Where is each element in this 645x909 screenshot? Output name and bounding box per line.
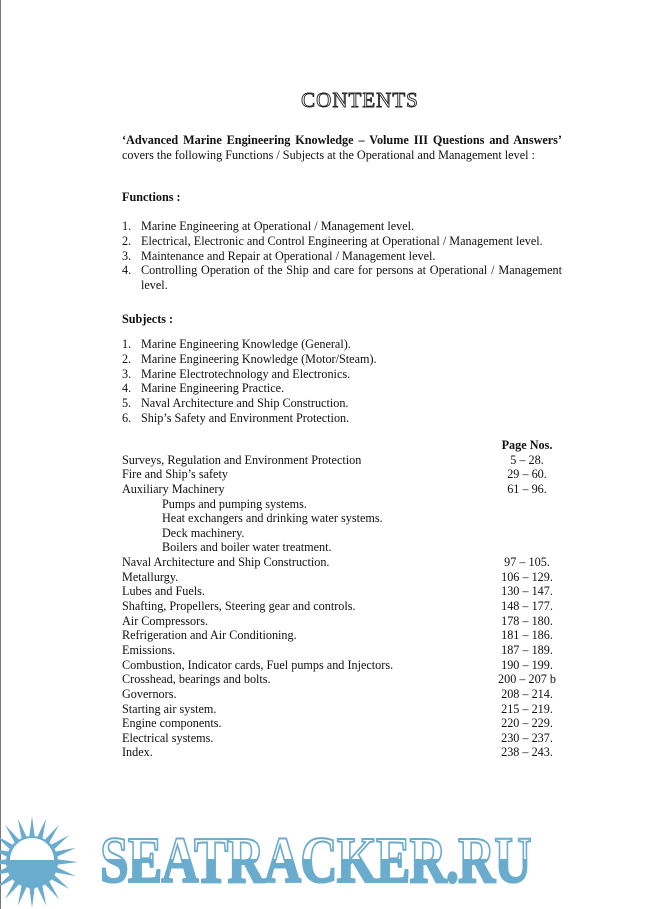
list-item (122, 367, 562, 382)
item-text: Controlling Operation of the Ship and care for persons at Operational / Management level. (141, 263, 562, 293)
toc-row (122, 584, 567, 599)
toc-pages: 178 – 180. (501, 613, 553, 628)
page-title: CONTENTS (301, 88, 419, 112)
toc-pages: 230 – 237. (501, 730, 553, 745)
toc-title: Combustion, Indicator cards, Fuel pumps and Injectors. (122, 657, 394, 672)
functions-heading: Functions : (122, 190, 181, 204)
item-text: Electrical, Electronic and Control Engineering at Operational / Management level. (141, 233, 543, 248)
subjects-list (122, 337, 562, 426)
toc-title: Air Compressors. (122, 613, 208, 628)
item-text: Marine Electrotechnology and Electronics. (141, 366, 351, 381)
toc-pages: 61 – 96. (507, 481, 547, 496)
toc-title: Boilers and boiler water treatment. (162, 540, 332, 555)
list-item (122, 337, 562, 352)
toc-row (122, 511, 567, 526)
toc-title: Governors. (122, 686, 177, 701)
toc-title: Lubes and Fuels. (122, 584, 205, 599)
toc-title: Refrigeration and Air Conditioning. (122, 628, 297, 643)
toc-row (122, 599, 567, 614)
watermark-logo: SEATRACKER.RU (100, 824, 531, 897)
toc-row (122, 555, 567, 570)
toc-pages: 238 – 243. (501, 745, 553, 760)
toc-title: Metallurgy. (122, 569, 179, 584)
toc-pages: 148 – 177. (501, 599, 553, 614)
toc-title: Surveys, Regulation and Environment Protection (122, 452, 362, 467)
toc-row (122, 526, 567, 541)
toc-row (122, 702, 567, 717)
toc-pages: 187 – 189. (501, 642, 553, 657)
toc-title: Starting air system. (122, 701, 217, 716)
item-text: Maintenance and Repair at Operational / Management level. (141, 248, 436, 263)
toc-pages: 130 – 147. (501, 584, 553, 599)
item-text: Marine Engineering Practice. (141, 381, 285, 396)
sun-logo-icon (0, 812, 80, 909)
item-text: Naval Architecture and Ship Construction. (141, 396, 349, 411)
toc-row (122, 731, 567, 746)
page-edge (0, 0, 1, 909)
toc-row (122, 614, 567, 629)
list-item (122, 352, 562, 367)
list-item (122, 411, 562, 426)
item-number: 2. (122, 351, 132, 366)
toc-row (122, 482, 567, 497)
item-text: Marine Engineering Knowledge (Motor/Steam). (141, 351, 377, 366)
toc-row (122, 658, 567, 673)
toc-row (122, 497, 567, 512)
intro-paragraph (122, 133, 562, 163)
toc-pages: 5 – 28. (510, 452, 544, 467)
table-of-contents (122, 438, 567, 760)
book-title: ‘Advanced Marine Engineering Knowledge – Volume III Questions and Answers’ (122, 133, 562, 147)
toc-row (122, 716, 567, 731)
toc-row (122, 467, 567, 482)
list-item (122, 381, 562, 396)
list-item (122, 249, 562, 264)
item-text: Marine Engineering at Operational / Management level. (141, 219, 415, 233)
list-item (122, 234, 562, 249)
toc-row (122, 745, 567, 760)
toc-pages: 200 – 207 b (498, 672, 556, 687)
toc-title: Fire and Ship’s safety (122, 467, 228, 482)
toc-title: Naval Architecture and Ship Construction. (122, 555, 330, 570)
toc-pages: 215 – 219. (501, 701, 553, 716)
toc-pages: 29 – 60. (507, 467, 547, 482)
toc-pages: 106 – 129. (501, 569, 553, 584)
list-item (122, 219, 562, 234)
toc-title: Pumps and pumping systems. (162, 496, 307, 511)
item-number: 1. (122, 219, 132, 233)
item-text: Ship’s Safety and Environment Protection. (141, 410, 350, 425)
toc-title: Heat exchangers and drinking water systems. (162, 511, 383, 526)
toc-row (122, 453, 567, 468)
item-number: 4. (122, 381, 132, 396)
page-nos-header: Page Nos. (501, 438, 553, 452)
toc-title: Emissions. (122, 642, 176, 657)
item-number: 5. (122, 396, 132, 411)
functions-list (122, 219, 562, 293)
toc-pages: 208 – 214. (501, 686, 553, 701)
toc-title: Auxiliary Machinery (122, 481, 225, 496)
toc-title: Shafting, Propellers, Steering gear and controls. (122, 599, 356, 614)
item-number: 3. (122, 248, 132, 263)
item-text: Marine Engineering Knowledge (General). (141, 337, 351, 351)
list-item (122, 263, 562, 293)
item-number: 3. (122, 366, 132, 381)
toc-title: Electrical systems. (122, 730, 214, 745)
item-number: 4. (122, 263, 132, 278)
toc-row (122, 570, 567, 585)
toc-pages: 220 – 229. (501, 716, 553, 731)
toc-row (122, 643, 567, 658)
toc-pages: 97 – 105. (504, 555, 550, 570)
toc-pages: 190 – 199. (501, 657, 553, 672)
item-number: 1. (122, 337, 132, 351)
item-number: 6. (122, 410, 132, 425)
toc-title: Engine components. (122, 716, 222, 731)
toc-row (122, 687, 567, 702)
toc-row (122, 628, 567, 643)
toc-pages: 181 – 186. (501, 628, 553, 643)
intro-text: covers the following Functions / Subjects at the Operational and Management level : (122, 148, 535, 162)
toc-title: Index. (122, 745, 153, 760)
toc-row (122, 672, 567, 687)
subjects-heading: Subjects : (122, 312, 174, 326)
item-number: 2. (122, 233, 132, 248)
list-item (122, 396, 562, 411)
toc-row (122, 540, 567, 555)
toc-title: Crosshead, bearings and bolts. (122, 672, 271, 687)
toc-title: Deck machinery. (162, 525, 245, 540)
